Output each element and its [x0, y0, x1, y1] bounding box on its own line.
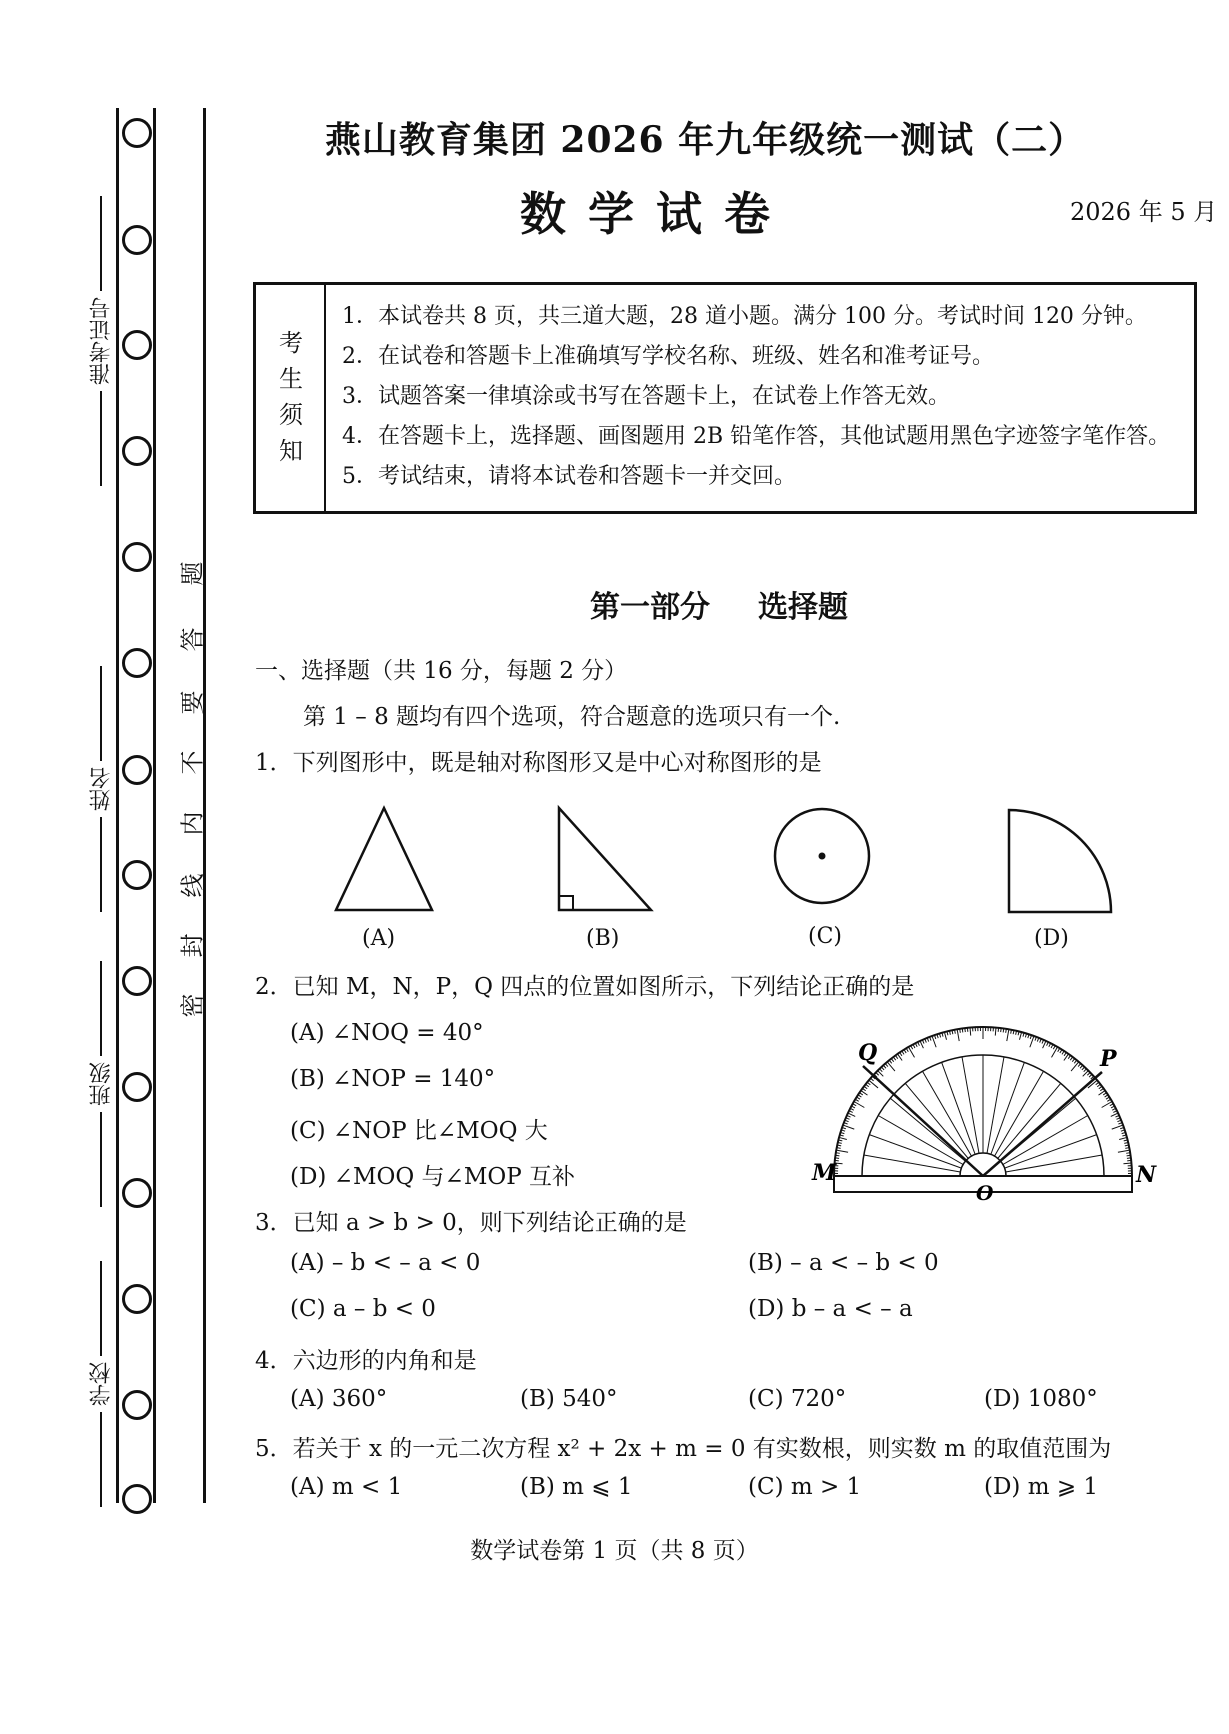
quarter-circle-figure: [1009, 810, 1111, 912]
ray-op: [983, 1072, 1102, 1176]
protractor-tick: [1084, 1069, 1087, 1072]
page-footer: 数学试卷第 1 页（共 8 页）: [470, 1538, 759, 1564]
protractor-tick: [879, 1069, 882, 1072]
protractor-tick: [866, 1084, 869, 1086]
part-title: 第一部分 选择题: [590, 590, 848, 625]
protractor-tick: [957, 1029, 959, 1041]
ray-oq: [863, 1066, 983, 1176]
question-1-stem: 1．下列图形中，既是轴对称图形又是中心对称图形的是: [255, 750, 822, 776]
notice-item: 2．在试卷和答题卡上准确填写学校名称、班级、姓名和准考证号。: [342, 344, 994, 369]
protractor-tick: [1078, 1064, 1081, 1067]
protractor-tick: [995, 1028, 996, 1036]
protractor-tick: [960, 1029, 961, 1033]
protractor-tick: [1007, 1029, 1009, 1041]
question-2-stem: 2．已知 M，N，P，Q 四点的位置如图所示，下列结论正确的是: [255, 974, 915, 1000]
protractor-tick: [1119, 1137, 1127, 1139]
protractor-spoke: [987, 1057, 1004, 1154]
exam-title: 燕山教育集团 2026 年九年级统一测试（二）: [324, 119, 1086, 161]
protractor-tick: [1019, 1032, 1021, 1040]
point-o-label: O: [976, 1181, 994, 1205]
protractor-tick: [962, 1028, 963, 1032]
protractor-tick: [859, 1093, 862, 1095]
q4-option-c[interactable]: (C) 720°: [748, 1386, 847, 1412]
question-5-stem: 5．若关于 x 的一元二次方程 x² + 2x + m = 0 有实数根，则实数 m 的取值范围为: [255, 1436, 1112, 1462]
q5-option-a[interactable]: (A) m < 1: [290, 1474, 403, 1500]
protractor-tick: [909, 1047, 915, 1057]
question-3-stem: 3．已知 a > b > 0，则下列结论正确的是: [255, 1210, 687, 1236]
protractor-tick: [835, 1155, 839, 1156]
protractor-tick: [1082, 1067, 1085, 1070]
q3-option-b[interactable]: (B) – a < – b < 0: [748, 1250, 939, 1276]
protractor-spoke: [942, 1062, 976, 1154]
notice-item: 5．考试结束，请将本试卷和答题卡一并交回。: [342, 464, 796, 489]
protractor-spoke: [869, 1135, 961, 1169]
protractor-tick: [839, 1137, 847, 1139]
protractor-tick: [881, 1067, 884, 1070]
notice-item: 3．试题答案一律填涂或书写在答题卡上，在试卷上作答无效。: [342, 384, 950, 409]
protractor-tick: [902, 1051, 904, 1054]
protractor-tick: [1080, 1065, 1083, 1068]
triangle-figure: [336, 808, 432, 910]
protractor-tick: [1068, 1055, 1070, 1058]
q2-option-d[interactable]: (D) ∠MOQ 与∠MOP 互补: [290, 1164, 576, 1190]
q1-label-c: (C): [808, 924, 842, 949]
q1-label-b: (B): [586, 926, 620, 951]
protractor-tick: [1097, 1084, 1100, 1086]
section-note: 第 1 – 8 题均有四个选项，符合题意的选项只有一个.: [303, 704, 841, 730]
q5-option-b[interactable]: (B) m ⩽ 1: [520, 1474, 633, 1500]
q4-option-d[interactable]: (D) 1080°: [984, 1386, 1098, 1412]
q1-label-a: (A): [362, 926, 396, 951]
q2-option-c[interactable]: (C) ∠NOP 比∠MOQ 大: [290, 1118, 548, 1144]
protractor-tick: [891, 1059, 893, 1062]
right-triangle-figure: [559, 808, 651, 910]
protractor-tick: [895, 1055, 897, 1058]
protractor-tick: [1087, 1072, 1090, 1075]
protractor-tick: [1006, 1029, 1007, 1033]
exam-date: 2026 年 5 月: [1070, 198, 1218, 226]
name-field[interactable]: 姓名: [86, 660, 117, 918]
protractor-tick: [1105, 1095, 1108, 1097]
protractor-spoke: [998, 1083, 1061, 1158]
protractor-tick: [836, 1153, 840, 1154]
protractor-tick: [867, 1082, 870, 1085]
q5-option-c[interactable]: (C) m > 1: [748, 1474, 862, 1500]
protractor-tick: [893, 1057, 895, 1060]
protractor-tick: [1103, 1093, 1106, 1095]
protractor-tick: [1102, 1102, 1112, 1108]
protractor-tick: [871, 1078, 874, 1081]
protractor-tick: [1127, 1155, 1131, 1156]
right-angle-mark: [559, 896, 573, 910]
q4-option-b[interactable]: (B) 540°: [520, 1386, 618, 1412]
section-heading: 一、选择题（共 16 分，每题 2 分）: [255, 658, 628, 684]
notice-item: 4．在答题卡上，选择题、画图题用 2B 铅笔作答，其他试题用黑色字迹签字笔作答。: [342, 424, 1171, 449]
protractor-spoke: [864, 1155, 961, 1172]
protractor-tick: [883, 1065, 886, 1068]
protractor-tick: [1064, 1052, 1066, 1055]
protractor-tick: [864, 1086, 867, 1088]
exam-number-field[interactable]: 准考证号: [86, 190, 117, 492]
protractor-tick: [944, 1032, 946, 1040]
protractor-tick: [862, 1088, 865, 1090]
protractor-tick: [836, 1150, 848, 1152]
protractor-spoke: [890, 1098, 965, 1161]
notice-item: 1．本试卷共 8 页，共三道大题，28 道小题。满分 100 分。考试时间 120 分钟。: [342, 304, 1147, 329]
protractor-tick: [857, 1097, 860, 1099]
q3-option-a[interactable]: (A) – b < – a < 0: [290, 1250, 481, 1276]
protractor-tick: [1099, 1086, 1102, 1088]
point-m-label: M: [812, 1160, 837, 1186]
protractor-tick: [854, 1102, 864, 1108]
protractor-tick: [900, 1052, 902, 1055]
protractor-spoke: [905, 1083, 968, 1158]
protractor-tick: [858, 1095, 861, 1097]
protractor-tick: [1070, 1057, 1072, 1060]
protractor-tick: [1118, 1150, 1130, 1152]
protractor-spoke: [1005, 1135, 1097, 1169]
protractor-tick: [1089, 1074, 1092, 1077]
protractor-tick: [889, 1060, 892, 1063]
q5-option-d[interactable]: (D) m ⩾ 1: [984, 1474, 1099, 1500]
protractor-spoke: [878, 1116, 963, 1165]
protractor-figure: [810, 1010, 1157, 1205]
class-field[interactable]: 班级: [86, 955, 117, 1213]
protractor-tick: [904, 1050, 906, 1053]
protractor-tick: [1106, 1097, 1109, 1099]
protractor-tick: [876, 1072, 879, 1075]
protractor-tick: [1072, 1059, 1074, 1062]
protractor-tick: [1100, 1088, 1103, 1090]
protractor-spoke: [962, 1057, 979, 1154]
protractor-tick: [1060, 1050, 1062, 1053]
protractor-tick: [1123, 1163, 1131, 1164]
protractor-tick: [1003, 1028, 1004, 1032]
protractor-tick: [1052, 1047, 1058, 1057]
protractor-tick: [1126, 1153, 1130, 1154]
protractor-tick: [885, 1064, 888, 1067]
protractor-spoke: [991, 1062, 1025, 1154]
school-field[interactable]: 学校: [86, 1255, 117, 1513]
q2-option-a[interactable]: (A) ∠NOQ = 40°: [290, 1020, 484, 1046]
point-p-label: P: [1100, 1046, 1117, 1072]
protractor-tick: [1096, 1082, 1099, 1085]
circle-center-dot: [819, 853, 826, 860]
protractor-tick: [1062, 1051, 1064, 1054]
point-n-label: N: [1136, 1162, 1157, 1188]
notice-label: 考 生 须 知: [279, 329, 303, 465]
subject-title: 数学试卷: [520, 187, 792, 241]
q2-option-b[interactable]: (B) ∠NOP = 140°: [290, 1066, 496, 1092]
q3-option-c[interactable]: (C) a – b < 0: [290, 1296, 436, 1322]
protractor-tick: [970, 1028, 971, 1036]
question-4-stem: 4．六边形的内角和是: [255, 1348, 477, 1374]
protractor-spoke: [1006, 1155, 1103, 1172]
q1-label-d: (D): [1034, 926, 1069, 951]
protractor-tick: [1074, 1060, 1077, 1063]
q3-option-d[interactable]: (D) b – a < – a: [748, 1296, 913, 1322]
point-q-label: Q: [858, 1040, 878, 1066]
q4-option-a[interactable]: (A) 360°: [290, 1386, 388, 1412]
